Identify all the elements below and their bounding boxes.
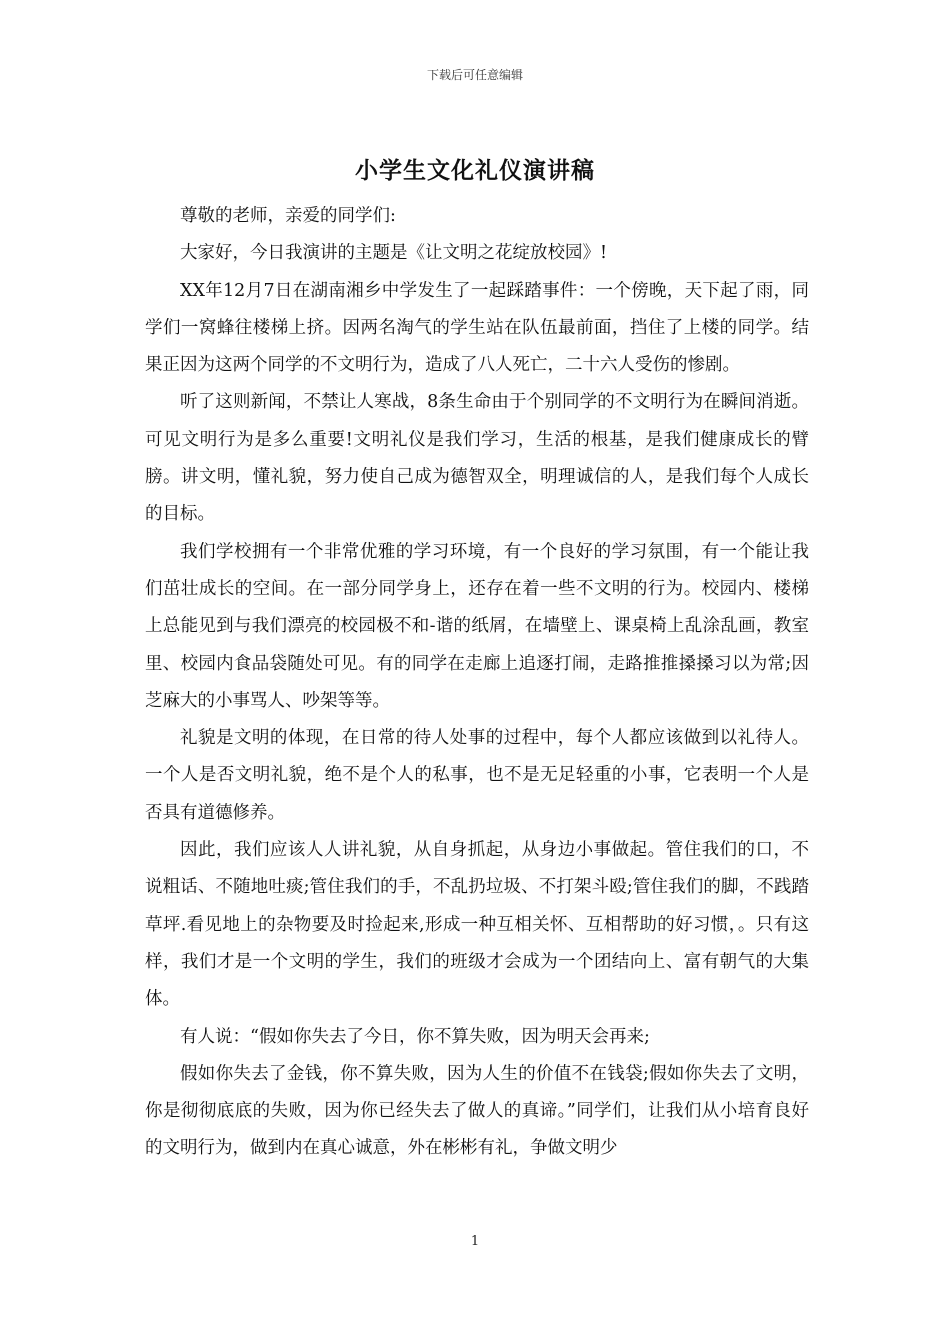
document-body bbox=[145, 198, 809, 1168]
paragraph: 听了这则新闻，不禁让人寒战，8条生命由于个别同学的不文明行为在瞬间消逝。可见文明行为是多么重要!文明礼仪是我们学习，生活的根基，是我们健康成长的臂膀。讲文明，懂礼貌，努力使自己成为德智双全，明理诚信的人，是我们每个人成长的目标。 bbox=[145, 392, 809, 525]
paragraph: 因此，我们应该人人讲礼貌，从自身抓起，从身边小事做起。管住我们的口，不说粗话、不随地吐痰;管住我们的手，不乱扔垃圾、不打架斗殴;管住我们的脚，不践踏草坪.看见地上的杂物要及时捡起来,形成一种互相关怀、互相帮助的好习惯，。只有这样，我们才是一个文明的学生，我们的班级才会成为一个团结向上、富有朝气的大集体。 bbox=[145, 840, 809, 1010]
paragraph: 有人说：“假如你失去了今日，你不算失败，因为明天会再来; bbox=[180, 1026, 650, 1047]
page-number: 1 bbox=[470, 1234, 480, 1249]
paragraph: 尊敬的老师，亲爱的同学们: bbox=[180, 206, 396, 226]
paragraph: 大家好，今日我演讲的主题是《让文明之花绽放校园》! bbox=[180, 243, 608, 264]
document-title: 小学生文化礼仪演讲稿 bbox=[355, 157, 595, 184]
paragraph: 礼貌是文明的体现，在日常的待人处事的过程中，每个人都应该做到以礼待人。一个人是否文明礼貌，绝不是个人的私事，也不是无足轻重的小事，它表明一个人是否具有道德修养。 bbox=[145, 728, 809, 823]
header-note: 下载后可任意编辑 bbox=[426, 68, 523, 82]
paragraph: 假如你失去了金钱，你不算失败，因为人生的价值不在钱袋;假如你失去了文明，你是彻彻底底的失败，因为你已经失去了做人的真谛。”同学们，让我们从小培育良好的文明行为，做到内在真心诚意，外在彬彬有礼，争做文明少 bbox=[145, 1063, 809, 1159]
paragraph: XX年12月7日在湖南湘乡中学发生了一起踩踏事件：一个傍晚，天下起了雨，同学们一窝蜂往楼梯上挤。因两名淘气的学生站在队伍最前面，挡住了上楼的同学。结果正因为这两个同学的不文明行为，造成了八人死亡，二十六人受伤的惨剧。 bbox=[145, 280, 809, 376]
paragraph: 我们学校拥有一个非常优雅的学习环境，有一个良好的学习氛围，有一个能让我们茁壮成长的空间。在一部分同学身上，还存在着一些不文明的行为。校园内、楼梯上总能见到与我们漂亮的校园极不和-谐的纸屑，在墙壁上、课桌椅上乱涂乱画，教室里、校园内食品袋随处可见。有的同学在走廊上追逐打闹，走路推推搡搡习以为常;因芝麻大的小事骂人、吵架等等。 bbox=[145, 541, 809, 711]
